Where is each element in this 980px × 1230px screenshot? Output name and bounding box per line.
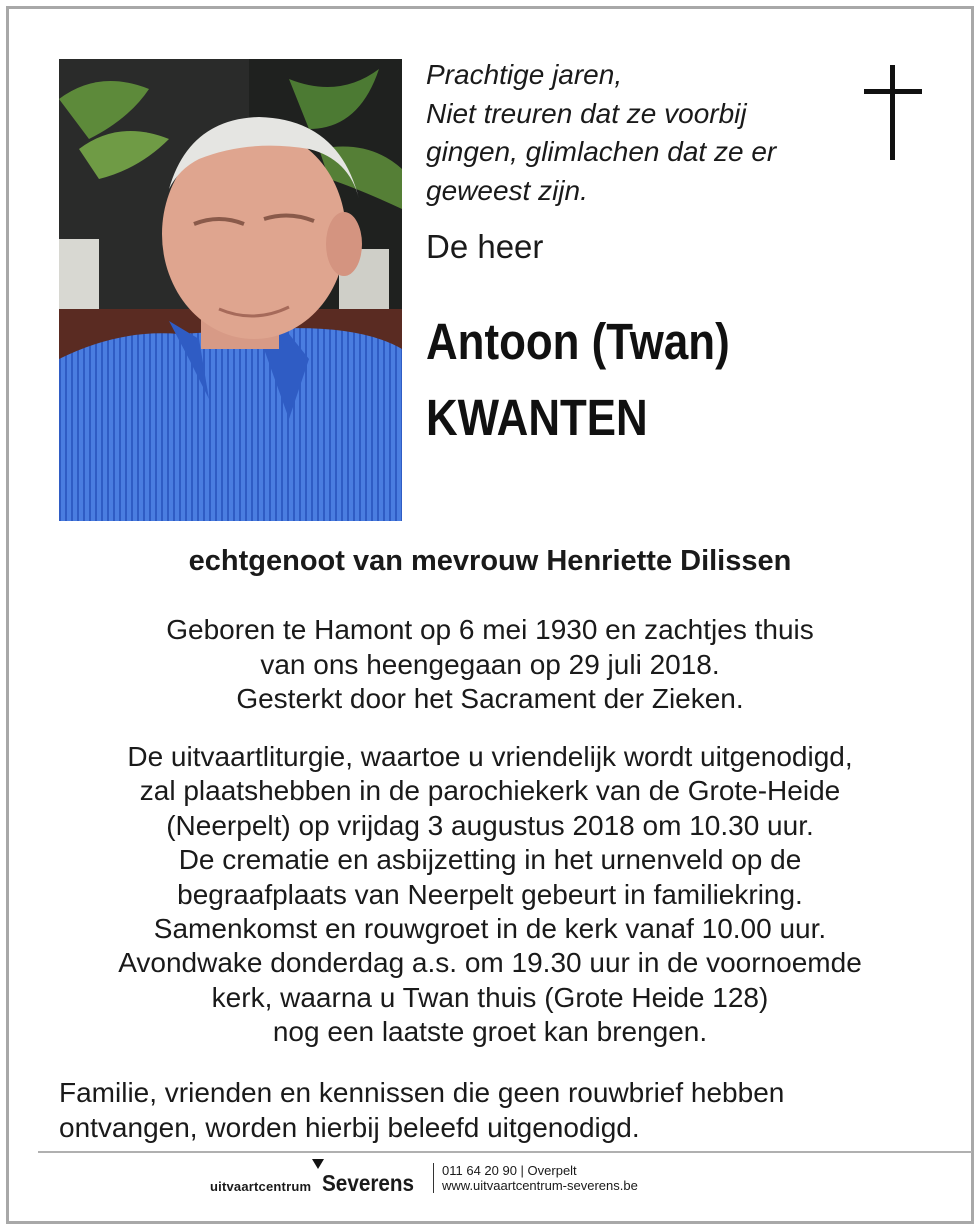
contact-phone-location: 011 64 20 90 | Overpelt xyxy=(442,1163,577,1178)
text-line: Familie, vrienden en kennissen die geen rouwbrief hebben xyxy=(59,1077,785,1108)
deceased-first-name: Antoon (Twan) xyxy=(426,313,730,370)
text-line: zal plaatshebben in de parochiekerk van de Grote-Heide xyxy=(139,775,841,807)
logo-subtitle: uitvaartcentrum xyxy=(210,1179,312,1194)
logo-separator xyxy=(433,1163,434,1193)
text-line: nog een laatste groet kan brengen. xyxy=(272,1016,708,1048)
footer-contact xyxy=(442,1163,638,1193)
text-line: kerk, waarna u Twan thuis (Grote Heide 128) xyxy=(211,981,769,1013)
text-line: Samenkomst en rouwgroet in de kerk vanaf 10.00 uur. xyxy=(153,913,827,945)
logo-name: Severens xyxy=(322,1170,415,1196)
deceased-surname: KWANTEN xyxy=(426,389,648,446)
contact-website: www.uitvaartcentrum-severens.be xyxy=(442,1178,638,1193)
text-line: Avondwake donderdag a.s. om 19.30 uur in de voornoemde xyxy=(118,947,862,979)
text-line: begraafplaats van Neerpelt gebeurt in familiekring. xyxy=(177,878,803,910)
footer-divider xyxy=(38,1151,972,1153)
spouse-line: echtgenoot van mevrouw Henriette Dilissen xyxy=(188,545,792,577)
text-line: De uitvaartliturgie, waartoe u vriendelijk wordt uitgenodigd, xyxy=(127,741,853,772)
memorial-poem xyxy=(426,56,836,210)
poem-line: Niet treuren dat ze voorbij xyxy=(426,97,747,129)
honorific: De heer xyxy=(426,228,544,265)
text-line: (Neerpelt) op vrijdag 3 augustus 2018 om 10.30 uur. xyxy=(166,809,814,841)
poem-line: gingen, glimlachen dat ze er xyxy=(426,136,777,167)
poem-line: Prachtige jaren, xyxy=(426,59,623,90)
text-line: Gesterkt door het Sacrament der Zieken. xyxy=(236,683,744,714)
cross-icon xyxy=(864,65,922,160)
funeral-paragraph xyxy=(0,740,980,1050)
text-line: ontvangen, worden hierbij beleefd uitgenodigd. xyxy=(59,1111,640,1143)
poem-line: geweest zijn. xyxy=(426,174,588,206)
text-line: De crematie en asbijzetting in het urnenveld op de xyxy=(178,844,802,876)
triangle-down-icon xyxy=(312,1159,324,1169)
portrait-photo xyxy=(59,59,402,521)
text-line: van ons heengegaan op 29 juli 2018. xyxy=(260,648,720,680)
text-line: Geboren te Hamont op 6 mei 1930 en zachtjes thuis xyxy=(166,614,814,645)
family-invitation xyxy=(59,1076,784,1145)
birth-paragraph xyxy=(0,613,980,717)
